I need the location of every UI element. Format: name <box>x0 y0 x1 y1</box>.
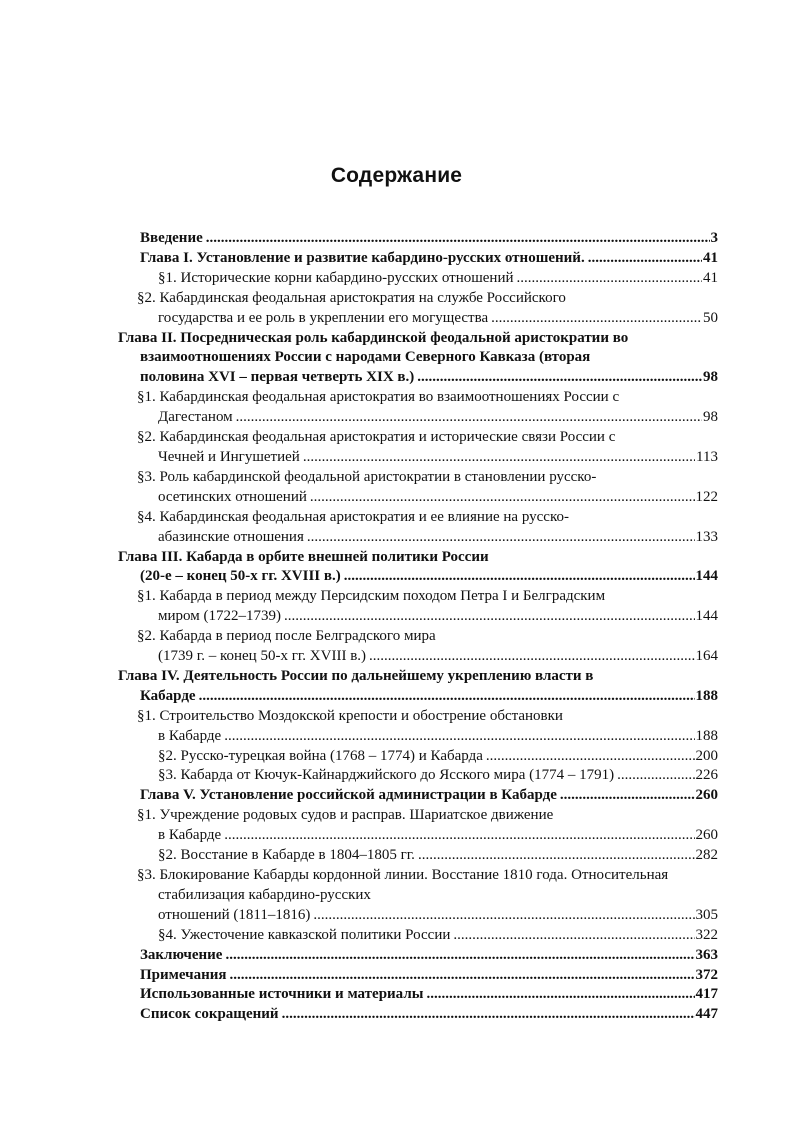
toc-entry-text: Глава III. Кабарда в орбите внешней политики России <box>118 548 489 565</box>
toc-entry <box>118 966 718 986</box>
toc-entry-text: §2. Кабардинская феодальная аристократия на службе Российского <box>137 289 566 306</box>
toc-entry-row <box>158 766 718 786</box>
toc-entry-text: §2. Русско-турецкая война (1768 – 1774) и Кабарда <box>158 747 483 764</box>
toc-entry-row <box>140 687 718 707</box>
dot-leader <box>284 607 695 627</box>
dot-leader <box>369 647 694 667</box>
toc-entry <box>118 229 718 249</box>
toc-entry-row <box>140 229 718 249</box>
toc-entry-row <box>140 786 718 806</box>
toc-entry-text: Заключение <box>140 946 223 963</box>
toc-entry-row <box>140 249 718 269</box>
toc-entry-continuation: миром (1722–1739) <box>158 608 281 625</box>
toc-entry-row <box>158 906 718 926</box>
dot-leader <box>517 269 702 289</box>
toc-entry-text: §4. Ужесточение кавказской политики России <box>158 926 451 943</box>
toc-entry <box>118 587 718 627</box>
toc-page-number: 133 <box>695 528 718 545</box>
dot-leader <box>417 368 702 388</box>
toc-entry <box>118 468 718 508</box>
toc-entry <box>118 747 718 767</box>
toc-entry-row <box>158 846 718 866</box>
toc-page-number: 363 <box>695 946 718 963</box>
toc-entry <box>118 866 718 926</box>
toc-page-number: 322 <box>695 926 718 943</box>
toc-entry <box>118 249 718 269</box>
toc-entry <box>118 707 718 747</box>
toc-entry <box>118 329 718 389</box>
toc-entry-row <box>158 528 718 548</box>
dot-leader <box>588 249 702 269</box>
toc-entry-text: Глава II. Посредническая роль кабардинской феодальной аристократии во взаимоотношениях России с народами Северного Кавказа (вторая <box>118 329 629 366</box>
toc-page-number: 50 <box>703 309 718 326</box>
toc-entry-continuation: Дагестаном <box>158 409 233 426</box>
toc-page-number: 188 <box>695 727 718 744</box>
dot-leader <box>617 766 694 786</box>
toc-entry-continuation: осетинских отношений <box>158 488 307 505</box>
toc-page-number: 3 <box>710 230 718 246</box>
toc-entry-continuation: абазинские отношения <box>158 528 304 545</box>
toc-entry-continuation: половина XVI – первая четверть XIX в.) <box>140 369 415 386</box>
toc-entry <box>118 806 718 846</box>
toc-entry-text: Введение <box>140 230 203 246</box>
toc-entry-continuation: в Кабарде <box>158 727 222 744</box>
toc-entry-text: §3. Роль кабардинской феодальной аристократии в становлении русско- <box>137 468 597 485</box>
dot-leader <box>282 1005 695 1025</box>
toc-page-number: 417 <box>695 986 718 1003</box>
toc-entry <box>118 428 718 468</box>
dot-leader <box>224 727 694 747</box>
toc-entry-continuation: в Кабарде <box>158 827 222 844</box>
toc-entry-text: Использованные источники и материалы <box>140 986 424 1003</box>
dot-leader <box>236 408 702 428</box>
toc-entry <box>118 388 718 428</box>
dot-leader <box>344 567 695 587</box>
toc-entry-text: §3. Кабарда от Кючук-Кайнарджийского до Ясского мира (1774 – 1791) <box>158 767 615 784</box>
toc-page-number: 164 <box>695 648 718 665</box>
toc-entry-row <box>158 926 718 946</box>
dot-leader <box>303 448 695 468</box>
toc-entry <box>118 548 718 588</box>
toc-page-number: 98 <box>703 409 718 426</box>
page-title: Содержание <box>330 164 463 187</box>
toc-page-number: 41 <box>703 269 718 286</box>
toc-page-number: 98 <box>703 369 718 386</box>
toc-entry <box>118 667 718 707</box>
dot-leader <box>224 826 694 846</box>
toc-entry-continuation: (20-е – конец 50-х гг. XVIII в.) <box>140 568 341 585</box>
toc-entry-text: Список сокращений <box>140 1006 279 1023</box>
toc-entry <box>118 1005 718 1025</box>
toc-page-number: 372 <box>695 966 718 983</box>
toc-entry <box>118 269 718 289</box>
toc-entry-row <box>140 946 718 966</box>
toc-page-number: 144 <box>695 608 718 625</box>
toc-entry-text: §1. Кабардинская феодальная аристократия во взаимоотношениях России с <box>137 389 620 406</box>
toc-entry-text: §2. Восстание в Кабарде в 1804–1805 гг. <box>158 847 415 864</box>
toc-entry-text: §1. Кабарда в период между Персидским походом Петра I и Белградским <box>137 588 606 605</box>
toc-page-number: 113 <box>696 448 718 465</box>
toc-entry-row <box>140 567 718 587</box>
toc-entry <box>118 289 718 329</box>
dot-leader <box>230 966 695 986</box>
toc-entry-row <box>158 747 718 767</box>
toc-entry-row <box>158 727 718 747</box>
toc-entry-continuation: государства и ее роль в укреплении его могущества <box>158 309 489 326</box>
toc-entry-continuation: (1739 г. – конец 50-х гг. XVIII в.) <box>158 648 367 665</box>
toc-page-number: 41 <box>703 249 718 266</box>
toc-page-number: 260 <box>695 827 718 844</box>
toc-entry-row <box>158 488 718 508</box>
toc-entry-text: §3. Блокирование Кабарды кордонной линии. Восстание 1810 года. Относительная стабилизация кабардино-русских <box>137 867 669 903</box>
toc-entry-row <box>158 408 718 428</box>
toc-entry-continuation: Кабарде <box>140 687 196 704</box>
toc-page-number: 226 <box>695 767 718 784</box>
dot-leader <box>486 747 695 767</box>
toc-entry-row <box>140 966 718 986</box>
toc-entry <box>118 946 718 966</box>
toc-entry <box>118 786 718 806</box>
toc-entry-continuation: отношений (1811–1816) <box>158 906 311 923</box>
dot-leader <box>426 985 694 1005</box>
toc-page-number: 447 <box>695 1006 718 1023</box>
toc-entry-row <box>158 607 718 627</box>
toc-entry <box>118 766 718 786</box>
toc-page-number: 305 <box>695 906 718 923</box>
toc-entry <box>118 926 718 946</box>
dot-leader <box>199 687 695 707</box>
toc-entry-row <box>158 647 718 667</box>
toc-page-number: 122 <box>695 488 718 505</box>
toc-entry-text: Примечания <box>140 966 227 983</box>
toc-entry-text: Глава IV. Деятельность России по дальнейшему укреплению власти в <box>118 667 594 684</box>
toc-page-number: 200 <box>695 747 718 764</box>
toc-entry-row <box>140 368 718 388</box>
toc-page-number: 282 <box>695 847 718 864</box>
dot-leader <box>225 946 694 966</box>
toc-entry-text: §4. Кабардинская феодальная аристократия и ее влияние на русско- <box>137 508 569 525</box>
toc-entry-text: Глава I. Установление и развитие кабардино-русских отношений. <box>140 249 585 266</box>
dot-leader <box>310 488 695 508</box>
toc-entry-text: §1. Учреждение родовых судов и расправ. Шариатское движение <box>137 807 554 824</box>
toc-entry-continuation: Чечней и Ингушетией <box>158 448 300 465</box>
dot-leader <box>418 846 695 866</box>
dot-leader <box>560 786 695 806</box>
toc-entry-text: §2. Кабардинская феодальная аристократия и исторические связи России с <box>137 429 616 446</box>
dot-leader <box>313 906 694 926</box>
dot-leader <box>307 528 695 548</box>
toc-page-number: 260 <box>695 787 718 804</box>
toc-page-number: 188 <box>695 687 718 704</box>
toc-entry-text: Глава V. Установление российской администрации в Кабарде <box>140 787 557 804</box>
toc-entry-row <box>158 448 718 468</box>
toc-entry-row <box>140 1005 718 1025</box>
toc-page-number: 144 <box>695 568 718 585</box>
toc-entry-text: §2. Кабарда в период после Белградского мира <box>137 628 436 645</box>
dot-leader <box>453 926 694 946</box>
dot-leader <box>491 309 702 329</box>
toc-entry-text: §1. Исторические корни кабардино-русских отношений <box>158 269 514 286</box>
toc-entry-row <box>140 985 718 1005</box>
toc-entry <box>118 627 718 667</box>
table-of-contents <box>118 229 718 1025</box>
dot-leader <box>206 229 710 249</box>
toc-entry <box>118 508 718 548</box>
toc-entry <box>118 985 718 1005</box>
toc-entry-row <box>158 826 718 846</box>
toc-entry-row <box>158 269 718 289</box>
toc-entry-row <box>158 309 718 329</box>
toc-entry-text: §1. Строительство Моздокской крепости и обострение обстановки <box>137 707 563 724</box>
toc-entry <box>118 846 718 866</box>
